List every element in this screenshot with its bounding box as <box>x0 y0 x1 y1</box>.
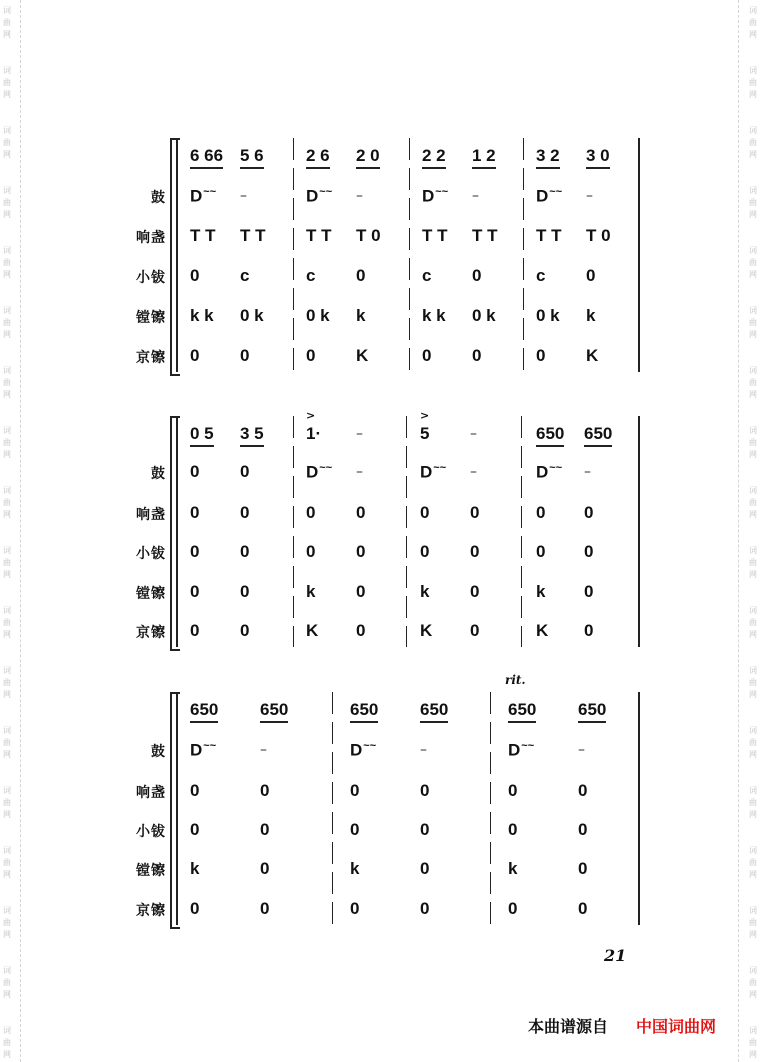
watermark-char: 曲 <box>3 318 11 327</box>
watermark-char: 网 <box>3 510 11 519</box>
watermark-char: 词 <box>3 846 11 855</box>
watermark-char: 词 <box>749 906 757 915</box>
source-label: 本曲谱源自 <box>528 1017 609 1036</box>
watermark-char: 曲 <box>3 438 11 447</box>
bar-line <box>638 692 640 925</box>
melody-note: 650 <box>260 700 288 723</box>
watermark-char: 曲 <box>749 738 757 747</box>
watermark-char: 曲 <box>3 18 11 27</box>
watermark-char: 曲 <box>749 558 757 567</box>
source-site-name: 中国词曲网 <box>636 1017 717 1036</box>
bar-line <box>176 416 178 647</box>
bar-line <box>332 692 333 925</box>
tremolo-mark: ~~ <box>521 740 535 752</box>
watermark-char: 词 <box>3 366 11 375</box>
percussion-note: 0 <box>536 503 546 522</box>
percussion-note: 0 <box>190 621 200 640</box>
tremolo-mark: ~~ <box>433 462 447 474</box>
watermark-char: 网 <box>3 150 11 159</box>
watermark-char: 词 <box>3 726 11 735</box>
percussion-note: 0 <box>260 859 270 878</box>
percussion-note: 0 <box>356 582 366 601</box>
instrument-label: 小钹 <box>136 270 166 286</box>
watermark-char: 网 <box>3 630 11 639</box>
melody-note: 650 <box>190 700 218 723</box>
melody-note: 3 2 <box>536 146 560 169</box>
percussion-note: 0 <box>508 899 518 918</box>
percussion-note: 0 <box>536 542 546 561</box>
system-brace <box>170 692 180 929</box>
percussion-note: K <box>356 346 369 365</box>
tremolo-mark: ~~ <box>319 186 333 198</box>
watermark-char: 曲 <box>749 138 757 147</box>
percussion-note: – <box>578 742 585 758</box>
watermark-char: 曲 <box>3 258 11 267</box>
percussion-note: 0 <box>306 503 316 522</box>
percussion-note: 0 <box>422 346 432 365</box>
bar-line <box>523 138 524 372</box>
watermark-char: 词 <box>749 786 757 795</box>
percussion-note: T T <box>306 226 332 245</box>
percussion-note: 0 <box>260 781 270 800</box>
percussion-note: 0 <box>190 346 200 365</box>
percussion-note: c <box>306 266 316 285</box>
percussion-note: c <box>536 266 546 285</box>
watermark-char: 词 <box>3 486 11 495</box>
watermark-char: 网 <box>749 270 757 279</box>
percussion-note: 0 <box>584 503 594 522</box>
percussion-note: 0 <box>420 503 430 522</box>
watermark-char: 曲 <box>3 558 11 567</box>
percussion-note: 0 <box>578 899 588 918</box>
percussion-note: – <box>586 188 593 204</box>
watermark-char: 曲 <box>3 378 11 387</box>
melody-note: – <box>356 426 363 442</box>
watermark-char: 词 <box>3 66 11 75</box>
percussion-note: k <box>190 859 200 878</box>
percussion-note: – <box>260 742 267 758</box>
percussion-note: 0 <box>508 781 518 800</box>
percussion-note: 0 <box>356 266 366 285</box>
percussion-note: 0 k <box>240 306 264 325</box>
bar-line <box>176 692 178 925</box>
watermark-char: 词 <box>3 186 11 195</box>
percussion-note: D~~ <box>422 186 449 206</box>
melody-note: 2 2 <box>422 146 446 169</box>
margin-divider-right <box>738 0 739 1062</box>
watermark-char: 网 <box>3 870 11 879</box>
melody-note: 6 66 <box>190 146 223 169</box>
melody-note: 5 <box>420 424 430 443</box>
percussion-note: 0 <box>240 542 250 561</box>
watermark-char: 曲 <box>749 18 757 27</box>
watermark-char: 网 <box>749 750 757 759</box>
percussion-note: k <box>536 582 546 601</box>
watermark-char: 词 <box>749 126 757 135</box>
percussion-note: k <box>420 582 430 601</box>
watermark-char: 网 <box>3 570 11 579</box>
percussion-note: D~~ <box>508 740 535 760</box>
melody-note: 1· <box>306 424 322 443</box>
watermark-char: 词 <box>749 426 757 435</box>
percussion-note: 0 <box>190 462 200 481</box>
melody-note: 0 5 <box>190 424 214 447</box>
percussion-note: K <box>420 621 433 640</box>
watermark-char: 词 <box>3 666 11 675</box>
percussion-note: 0 <box>190 582 200 601</box>
percussion-note: k <box>586 306 596 325</box>
percussion-note: 0 <box>350 781 360 800</box>
watermark-char: 曲 <box>749 258 757 267</box>
bar-line <box>638 416 640 647</box>
percussion-note: k k <box>422 306 446 325</box>
tremolo-mark: ~~ <box>549 186 563 198</box>
tremolo-mark: ~~ <box>363 740 377 752</box>
tremolo-mark: ~~ <box>203 740 217 752</box>
watermark-char: 网 <box>3 30 11 39</box>
tremolo-mark: ~~ <box>319 462 333 474</box>
percussion-note: 0 <box>356 621 366 640</box>
percussion-note: – <box>240 188 247 204</box>
percussion-note: 0 <box>472 266 482 285</box>
percussion-note: k <box>508 859 518 878</box>
percussion-note: k <box>356 306 366 325</box>
tremolo-mark: ~~ <box>203 186 217 198</box>
percussion-note: k <box>350 859 360 878</box>
percussion-note: 0 <box>472 346 482 365</box>
percussion-note: – <box>470 464 477 480</box>
watermark-char: 网 <box>749 1050 757 1059</box>
watermark-char: 网 <box>3 450 11 459</box>
watermark-char: 网 <box>749 690 757 699</box>
tempo-marking-rit: rit. <box>505 673 526 687</box>
watermark-char: 词 <box>3 606 11 615</box>
percussion-note: D~~ <box>536 186 563 206</box>
watermark-char: 网 <box>3 330 11 339</box>
watermark-char: 曲 <box>3 798 11 807</box>
watermark-char: 曲 <box>3 918 11 927</box>
percussion-note: 0 <box>578 859 588 878</box>
percussion-note: 0 <box>190 266 200 285</box>
percussion-note: – <box>420 742 427 758</box>
percussion-note: – <box>356 188 363 204</box>
watermark-char: 词 <box>3 966 11 975</box>
percussion-note: 0 <box>578 820 588 839</box>
watermark-char: 网 <box>749 30 757 39</box>
watermark-char: 词 <box>749 546 757 555</box>
watermark-char: 曲 <box>3 978 11 987</box>
watermark-char: 网 <box>3 930 11 939</box>
watermark-char: 网 <box>749 450 757 459</box>
accent-mark: > <box>306 409 316 422</box>
instrument-label: 京镲 <box>136 903 166 919</box>
percussion-note: T T <box>472 226 498 245</box>
melody-note: 650 <box>508 700 536 723</box>
instrument-label: 响盏 <box>136 507 166 523</box>
watermark-char: 曲 <box>3 498 11 507</box>
watermark-char: 词 <box>749 846 757 855</box>
watermark-char: 曲 <box>3 78 11 87</box>
watermark-char: 词 <box>749 246 757 255</box>
bar-line <box>176 138 178 372</box>
watermark-char: 词 <box>749 366 757 375</box>
watermark-char: 曲 <box>3 198 11 207</box>
percussion-note: 0 <box>260 820 270 839</box>
margin-divider-left <box>20 0 21 1062</box>
watermark-char: 词 <box>749 1026 757 1035</box>
accent-mark: > <box>420 409 430 422</box>
watermark-char: 网 <box>749 150 757 159</box>
watermark-char: 词 <box>749 966 757 975</box>
watermark-char: 曲 <box>749 378 757 387</box>
watermark-char: 曲 <box>749 438 757 447</box>
watermark-char: 网 <box>3 90 11 99</box>
melody-note: 5 6 <box>240 146 264 169</box>
watermark-char: 词 <box>749 606 757 615</box>
percussion-note: 0 <box>190 899 200 918</box>
watermark-char: 网 <box>749 930 757 939</box>
melody-note: 650 <box>584 424 612 447</box>
melody-note: 650 <box>420 700 448 723</box>
percussion-note: 0 <box>306 542 316 561</box>
percussion-note: 0 <box>584 542 594 561</box>
watermark-char: 词 <box>749 186 757 195</box>
watermark-char: 网 <box>3 390 11 399</box>
percussion-note: T 0 <box>356 226 381 245</box>
percussion-note: 0 <box>260 899 270 918</box>
watermark-char: 网 <box>3 810 11 819</box>
page-number: 21 <box>604 946 627 965</box>
percussion-note: 0 <box>356 503 366 522</box>
watermark-char: 网 <box>3 750 11 759</box>
bar-line <box>293 416 294 647</box>
watermark-char: 词 <box>3 306 11 315</box>
percussion-note: 0 <box>190 542 200 561</box>
bar-line <box>406 416 407 647</box>
instrument-label: 京镲 <box>136 625 166 641</box>
percussion-note: 0 <box>190 503 200 522</box>
percussion-note: T T <box>536 226 562 245</box>
bar-line <box>490 692 491 925</box>
instrument-label: 镗镲 <box>136 863 166 879</box>
percussion-note: T T <box>190 226 216 245</box>
percussion-note: 0 <box>586 266 596 285</box>
watermark-char: 网 <box>749 90 757 99</box>
percussion-note: 0 <box>190 781 200 800</box>
watermark-char: 网 <box>3 690 11 699</box>
watermark-char: 词 <box>749 6 757 15</box>
percussion-note: 0 <box>420 859 430 878</box>
percussion-note: T T <box>422 226 448 245</box>
melody-note: 3 5 <box>240 424 264 447</box>
watermark-char: 曲 <box>749 798 757 807</box>
percussion-note: k k <box>190 306 214 325</box>
percussion-note: 0 <box>356 542 366 561</box>
percussion-note: D~~ <box>306 186 333 206</box>
instrument-label: 响盏 <box>136 230 166 246</box>
watermark-char: 网 <box>3 1050 11 1059</box>
watermark-char: 网 <box>749 570 757 579</box>
instrument-label: 响盏 <box>136 785 166 801</box>
melody-note: 3 0 <box>586 146 610 169</box>
percussion-note: 0 <box>470 503 480 522</box>
bar-line <box>638 138 640 372</box>
melody-note: 2 0 <box>356 146 380 169</box>
percussion-note: 0 <box>420 781 430 800</box>
watermark-char: 曲 <box>749 498 757 507</box>
instrument-label: 京镲 <box>136 350 166 366</box>
percussion-note: D~~ <box>190 740 217 760</box>
instrument-label: 鼓 <box>151 744 166 760</box>
watermark-char: 曲 <box>3 858 11 867</box>
percussion-note: 0 <box>240 621 250 640</box>
watermark-char: 曲 <box>3 138 11 147</box>
watermark-left <box>0 0 14 1062</box>
watermark-char: 网 <box>3 270 11 279</box>
watermark-char: 网 <box>749 870 757 879</box>
percussion-note: 0 <box>350 899 360 918</box>
percussion-note: 0 <box>508 820 518 839</box>
percussion-note: K <box>586 346 599 365</box>
percussion-note: 0 k <box>472 306 496 325</box>
watermark-char: 词 <box>3 1026 11 1035</box>
watermark-char: 曲 <box>749 198 757 207</box>
percussion-note: K <box>536 621 549 640</box>
instrument-label: 镗镲 <box>136 586 166 602</box>
melody-note: 650 <box>578 700 606 723</box>
percussion-note: 0 <box>470 542 480 561</box>
watermark-right <box>746 0 760 1062</box>
watermark-char: 词 <box>3 546 11 555</box>
percussion-note: D~~ <box>350 740 377 760</box>
instrument-label: 鼓 <box>151 190 166 206</box>
watermark-char: 词 <box>749 66 757 75</box>
percussion-note: c <box>240 266 250 285</box>
percussion-note: – <box>584 464 591 480</box>
watermark-char: 词 <box>749 486 757 495</box>
system-brace <box>170 138 180 376</box>
watermark-char: 网 <box>749 210 757 219</box>
percussion-note: – <box>356 464 363 480</box>
watermark-char: 曲 <box>749 318 757 327</box>
watermark-char: 词 <box>3 126 11 135</box>
watermark-char: 网 <box>749 330 757 339</box>
instrument-label: 镗镲 <box>136 310 166 326</box>
instrument-label: 鼓 <box>151 466 166 482</box>
melody-note: 2 6 <box>306 146 330 169</box>
percussion-note: D~~ <box>306 462 333 482</box>
percussion-note: 0 <box>470 582 480 601</box>
percussion-note: 0 <box>190 820 200 839</box>
system-brace <box>170 416 180 651</box>
melody-note: – <box>470 426 477 442</box>
bar-line <box>521 416 522 647</box>
watermark-char: 词 <box>3 906 11 915</box>
watermark-char: 曲 <box>3 1038 11 1047</box>
watermark-char: 网 <box>749 390 757 399</box>
watermark-char: 曲 <box>749 978 757 987</box>
watermark-char: 词 <box>749 666 757 675</box>
bar-line <box>293 138 294 372</box>
percussion-note: 0 <box>420 820 430 839</box>
percussion-note: 0 <box>350 820 360 839</box>
watermark-char: 曲 <box>3 738 11 747</box>
watermark-char: 词 <box>749 726 757 735</box>
percussion-note: 0 <box>584 582 594 601</box>
watermark-char: 曲 <box>3 618 11 627</box>
watermark-char: 网 <box>3 990 11 999</box>
watermark-char: 曲 <box>749 918 757 927</box>
watermark-char: 网 <box>749 510 757 519</box>
percussion-note: 0 <box>240 503 250 522</box>
watermark-char: 网 <box>749 990 757 999</box>
watermark-char: 词 <box>3 6 11 15</box>
percussion-note: 0 <box>420 542 430 561</box>
watermark-char: 曲 <box>3 678 11 687</box>
percussion-note: c <box>422 266 432 285</box>
instrument-label: 小钹 <box>136 824 166 840</box>
melody-note: 650 <box>536 424 564 447</box>
percussion-note: K <box>306 621 319 640</box>
percussion-note: 0 <box>240 582 250 601</box>
watermark-char: 曲 <box>749 678 757 687</box>
percussion-note: 0 k <box>306 306 330 325</box>
percussion-note: T 0 <box>586 226 611 245</box>
bar-line <box>409 138 410 372</box>
watermark-char: 网 <box>749 630 757 639</box>
percussion-note: D~~ <box>190 186 217 206</box>
percussion-note: 0 <box>470 621 480 640</box>
percussion-note: D~~ <box>420 462 447 482</box>
percussion-note: 0 <box>578 781 588 800</box>
percussion-note: k <box>306 582 316 601</box>
watermark-char: 曲 <box>749 1038 757 1047</box>
melody-note: 650 <box>350 700 378 723</box>
watermark-char: 词 <box>3 786 11 795</box>
percussion-note: 0 <box>536 346 546 365</box>
melody-note: 1 2 <box>472 146 496 169</box>
instrument-label: 小钹 <box>136 546 166 562</box>
tremolo-mark: ~~ <box>549 462 563 474</box>
watermark-char: 网 <box>749 810 757 819</box>
percussion-note: 0 <box>240 346 250 365</box>
watermark-char: 网 <box>3 210 11 219</box>
percussion-note: T T <box>240 226 266 245</box>
watermark-char: 词 <box>3 246 11 255</box>
percussion-note: 0 <box>306 346 316 365</box>
tremolo-mark: ~~ <box>435 186 449 198</box>
watermark-char: 曲 <box>749 78 757 87</box>
percussion-note: 0 <box>240 462 250 481</box>
percussion-note: D~~ <box>536 462 563 482</box>
watermark-char: 曲 <box>749 618 757 627</box>
percussion-note: 0 <box>584 621 594 640</box>
watermark-char: 曲 <box>749 858 757 867</box>
percussion-note: 0 <box>420 899 430 918</box>
watermark-char: 词 <box>749 306 757 315</box>
watermark-char: 词 <box>3 426 11 435</box>
percussion-note: 0 k <box>536 306 560 325</box>
percussion-note: – <box>472 188 479 204</box>
